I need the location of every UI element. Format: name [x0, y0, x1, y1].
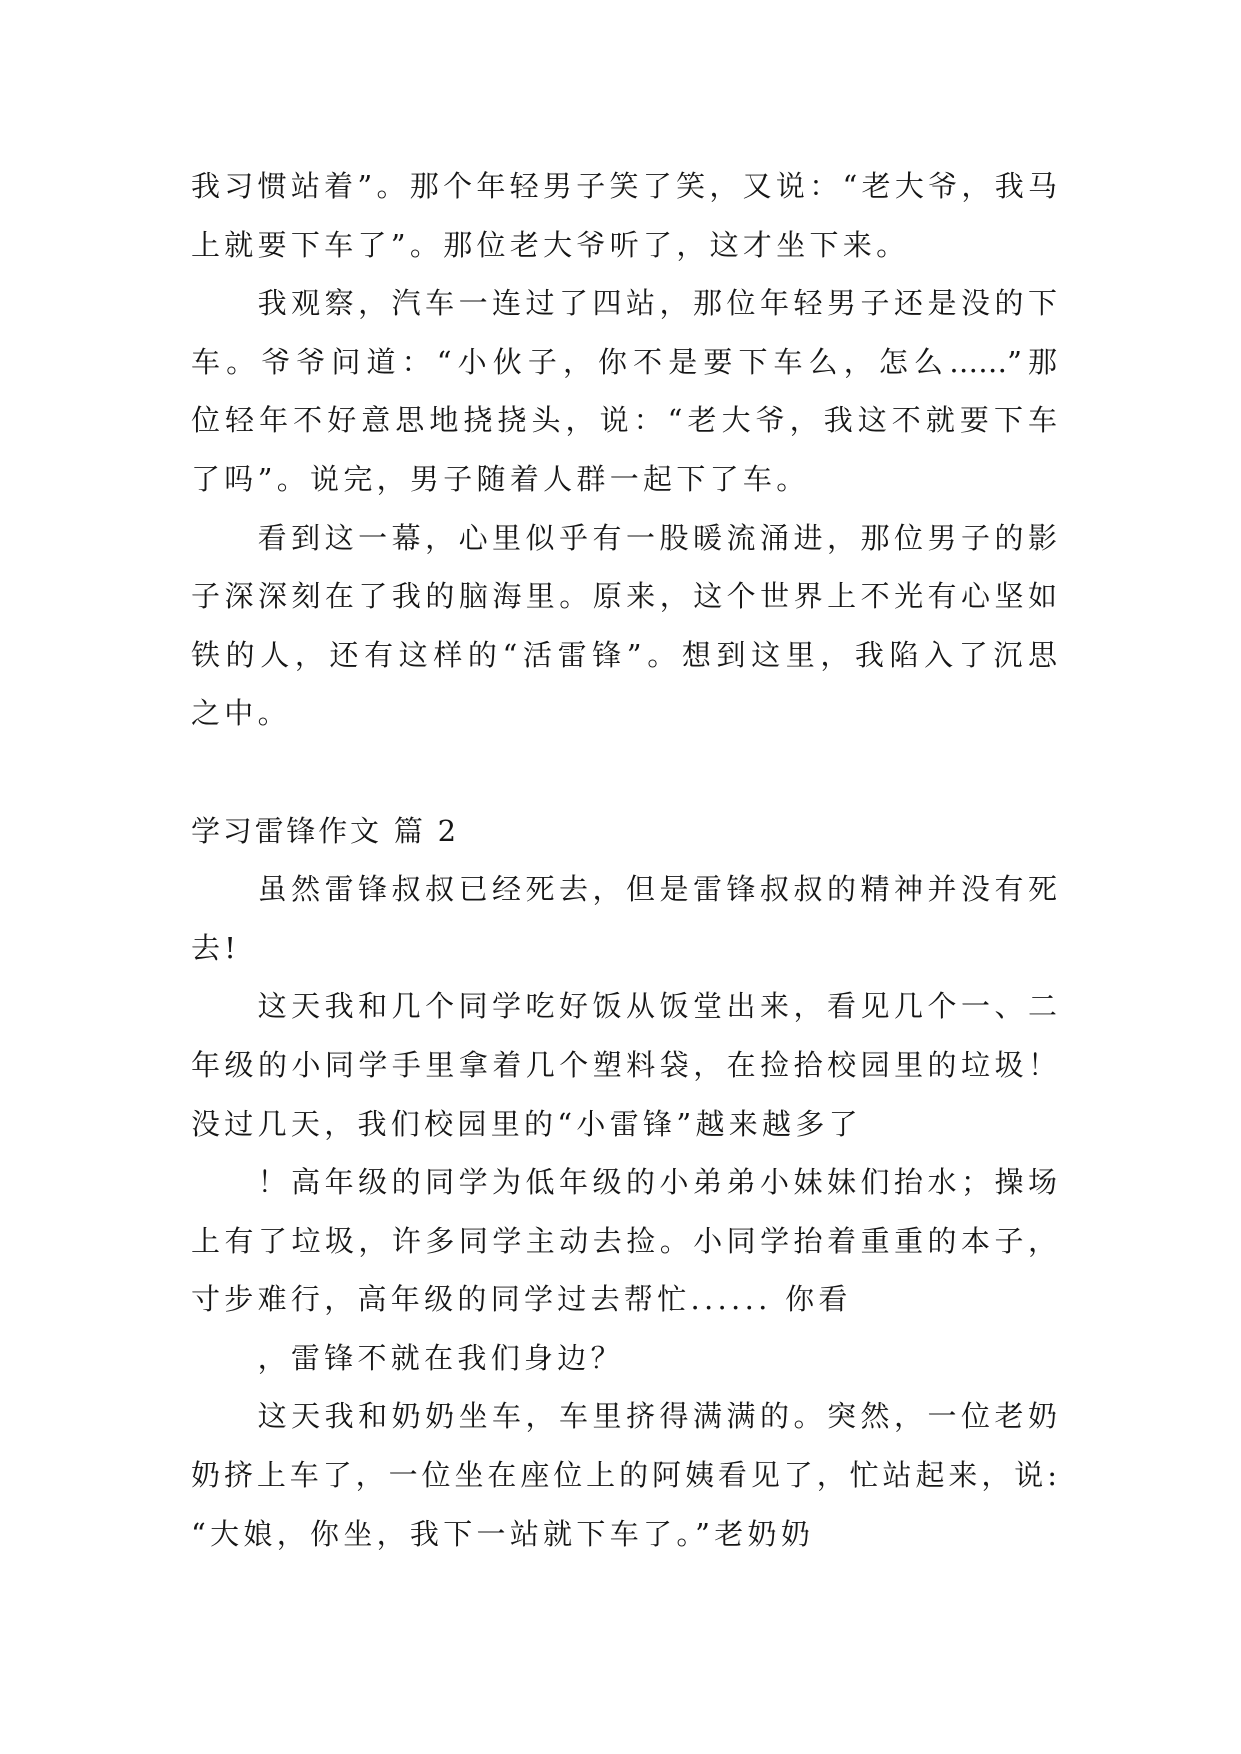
text-line: 没过几天，我们校园里的“小雷锋”越来越多了	[191, 1106, 862, 1141]
paragraph	[191, 274, 1057, 508]
text-line: 奶挤上车了，一位坐在座位上的阿姨看见了，忙站起来，说:	[191, 1458, 1057, 1493]
text-line: 寸步难行，高年级的同学过去帮忙...... 你看	[191, 1282, 852, 1317]
text-line: 这天我和奶奶坐车，车里挤得满满的。突然，一位老奶	[257, 1399, 1057, 1434]
text-line: 车。爷爷问道：“小伙子，你不是要下车么，怎么……”那	[191, 344, 1057, 379]
text-line: 子深深刻在了我的脑海里。原来，这个世界上不光有心坚如	[191, 579, 1057, 614]
section-heading: 学习雷锋作文 篇 2	[191, 813, 459, 848]
blank-line	[191, 743, 1057, 802]
text-line: 上就要下车了”。那位老大爷听了，这才坐下来。	[191, 227, 910, 262]
text-line: 看到这一幕，心里似乎有一股暖流涌进，那位男子的影	[257, 520, 1057, 555]
text-line: 之中。	[191, 696, 291, 731]
text-line: “大娘，你坐，我下一站就下车了。”老奶奶	[191, 1516, 815, 1551]
text-line: 我观察，汽车一连过了四站，那位年轻男子还是没的下	[257, 286, 1057, 321]
text-line: 铁的人，还有这样的“活雷锋”。想到这里，我陷入了沉思	[191, 637, 1057, 672]
paragraph	[191, 1387, 1057, 1563]
document-body	[191, 157, 1057, 1563]
paragraph	[191, 860, 1057, 977]
paragraph	[191, 977, 1057, 1153]
paragraph	[191, 1153, 1057, 1329]
text-line: 了吗”。说完，男子随着人群一起下了车。	[191, 461, 810, 496]
text-line: 年级的小同学手里拿着几个塑料袋，在捡拾校园里的垃圾！	[191, 1047, 1057, 1082]
paragraph	[191, 1329, 1057, 1388]
paragraph	[191, 157, 1057, 274]
text-line: 去!	[191, 930, 241, 965]
text-line: ！高年级的同学为低年级的小弟弟小妹妹们抬水；操场	[257, 1165, 1057, 1200]
paragraph	[191, 509, 1057, 743]
text-line: ，雷锋不就在我们身边？	[257, 1340, 624, 1375]
text-line: 上有了垃圾，许多同学主动去捡。小同学抬着重重的本子，	[191, 1223, 1057, 1258]
text-line: 这天我和几个同学吃好饭从饭堂出来，看见几个一、二	[257, 989, 1057, 1024]
text-line: 我习惯站着”。那个年轻男子笑了笑，又说：“老大爷，我马	[191, 169, 1057, 203]
text-line: 位轻年不好意思地挠挠头，说：“老大爷，我这不就要下车	[191, 403, 1057, 438]
text-line: 虽然雷锋叔叔已经死去，但是雷锋叔叔的精神并没有死	[257, 872, 1057, 907]
